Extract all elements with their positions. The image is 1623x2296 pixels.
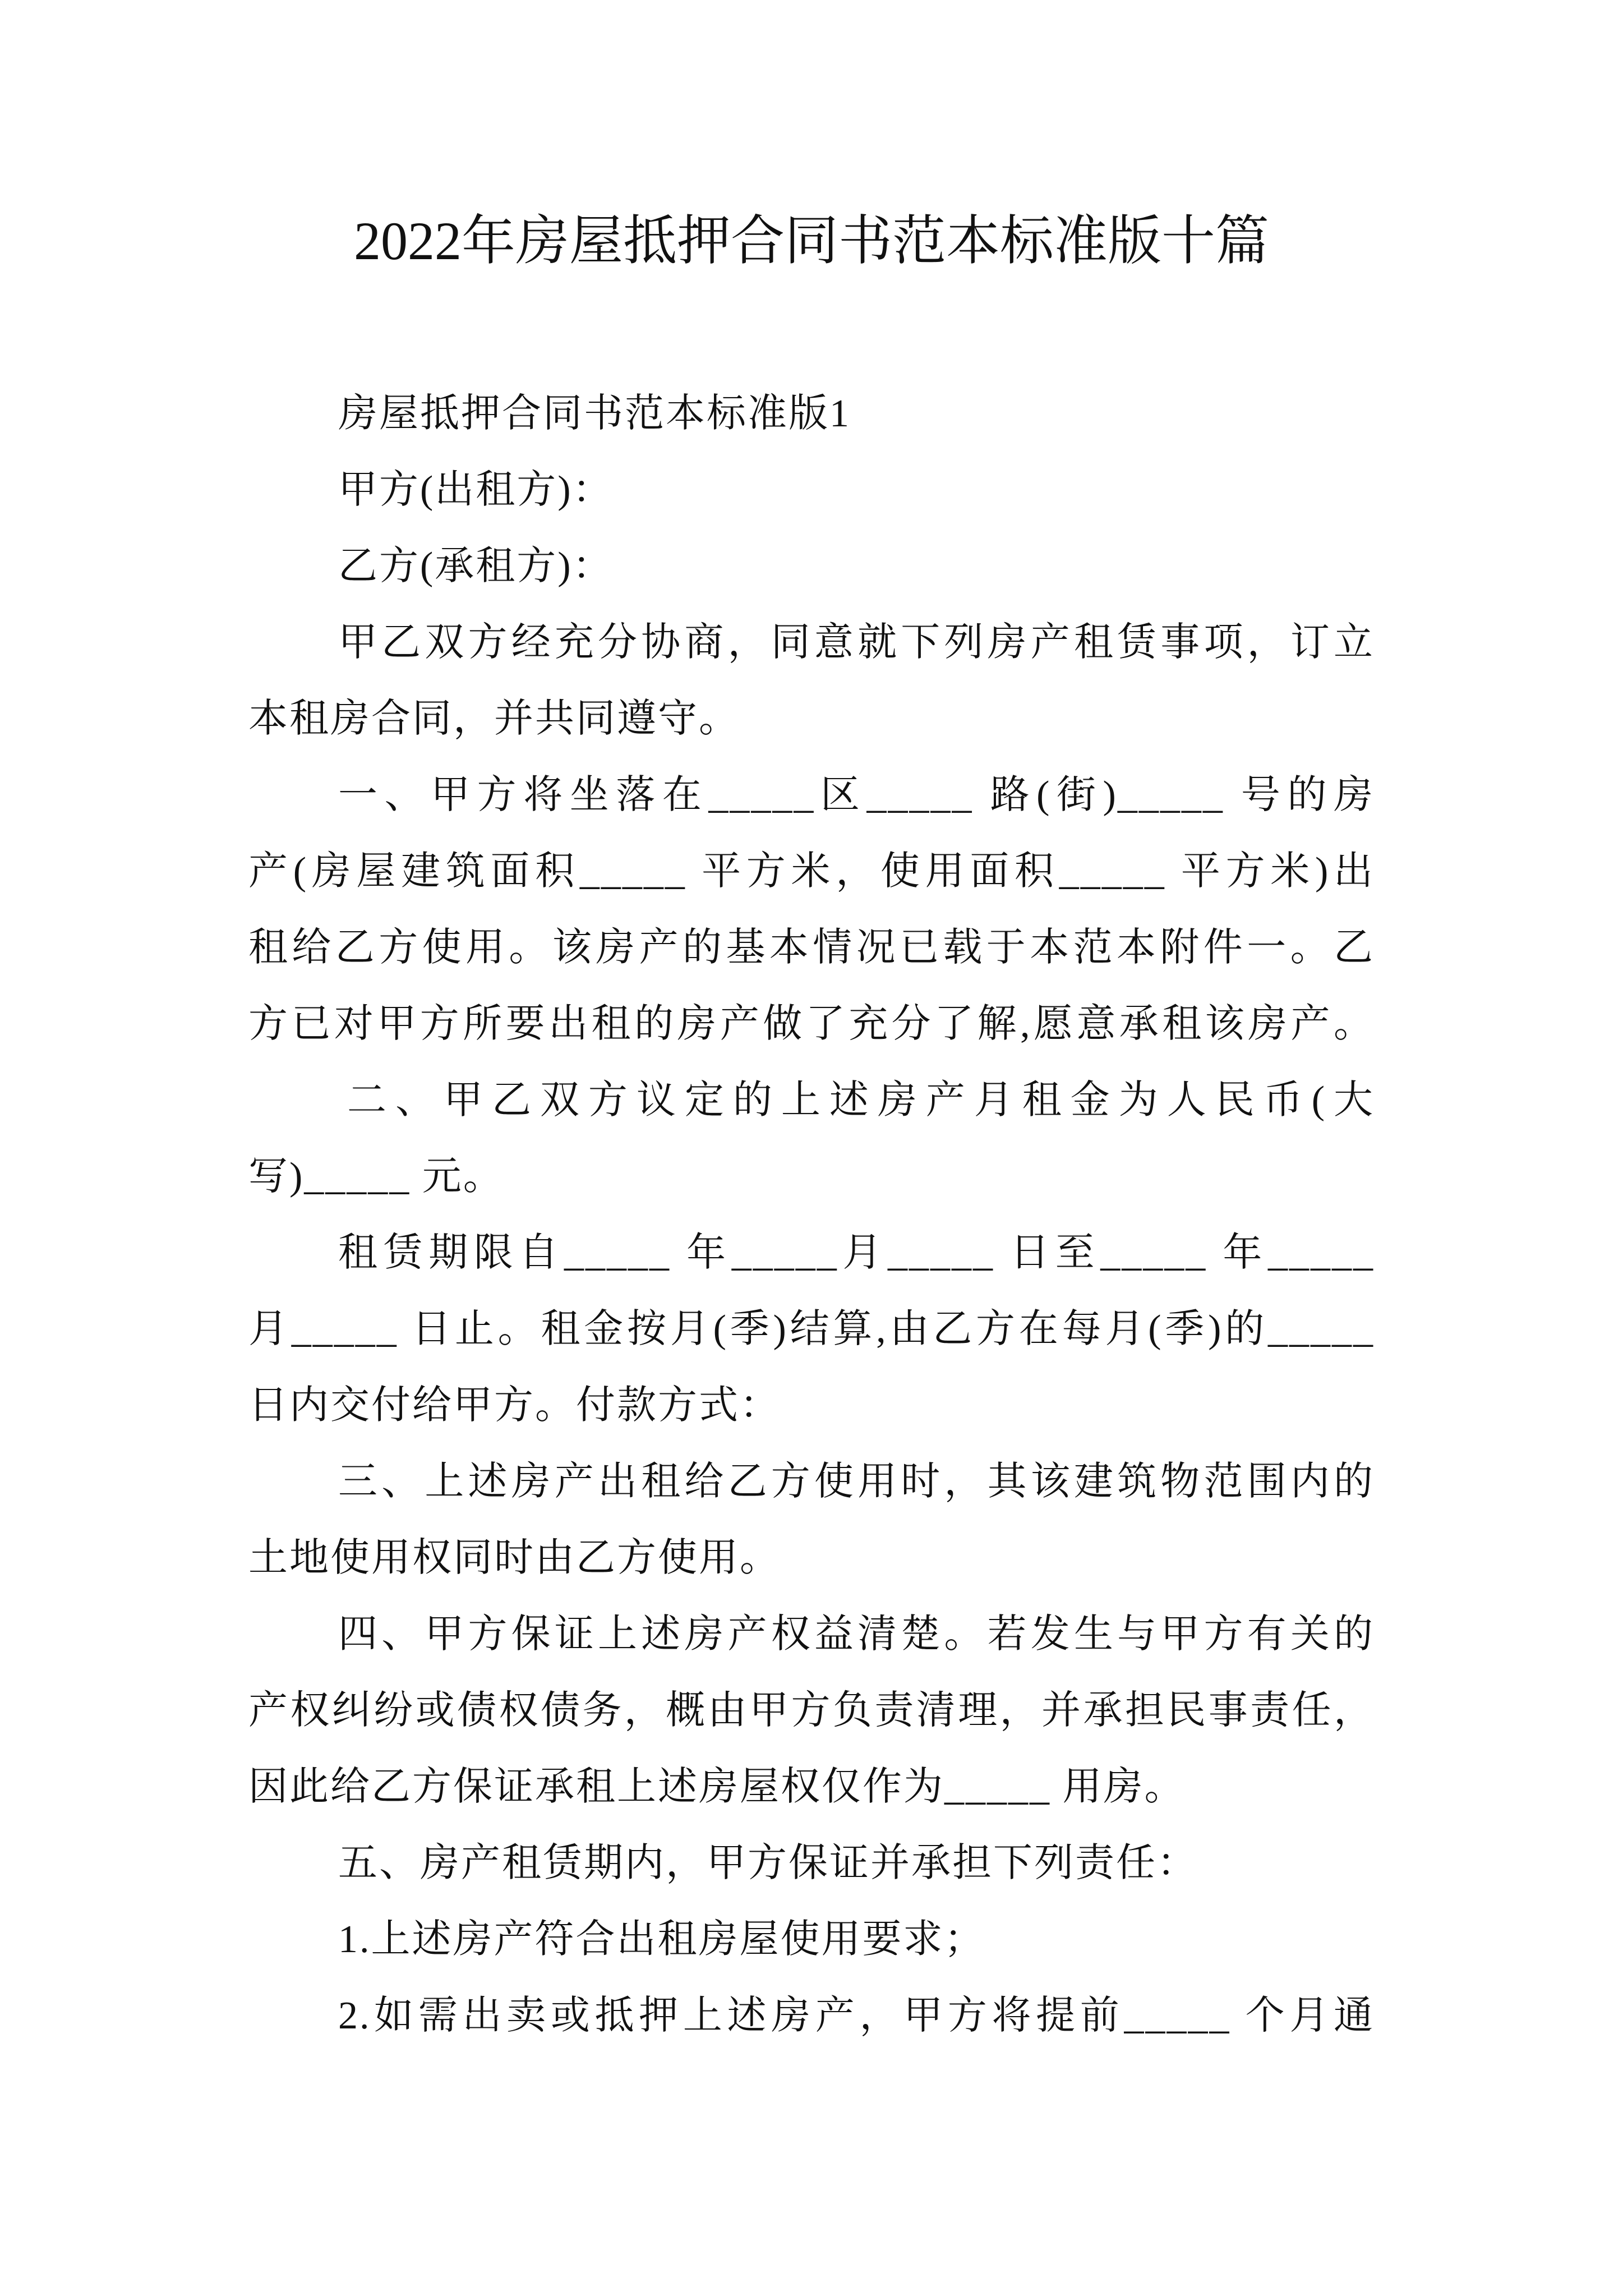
text-line: 本租房合同，并共同遵守。 bbox=[248, 697, 740, 740]
clause-2-paragraph bbox=[248, 1062, 1375, 1215]
text-line: 因此给乙方保证承租上述房屋权仅作为_____ 用房。 bbox=[248, 1765, 1186, 1809]
text-line: 写)_____ 元。 bbox=[248, 1155, 504, 1198]
text-line: 房屋抵押合同书范本标准版1 bbox=[338, 392, 851, 435]
document-body bbox=[248, 376, 1375, 2054]
text-line: 2.如需出卖或抵押上述房产，甲方将提前_____ 个月通 bbox=[338, 1994, 1375, 2037]
text-line: 租赁期限自_____ 年_____月_____ 日至_____ 年_____ bbox=[338, 1231, 1375, 1274]
document-title: 2022年房屋抵押合同书范本标准版十篇 bbox=[354, 211, 1269, 271]
clause-5-item-2 bbox=[248, 1978, 1375, 2054]
preamble-paragraph bbox=[248, 605, 1375, 757]
section-heading bbox=[248, 376, 1375, 452]
text-line: 五、房产租赁期内，甲方保证并承担下列责任： bbox=[338, 1842, 1198, 1885]
party-a-line bbox=[248, 452, 1375, 528]
text-line: 一、甲方将坐落在_____区_____ 路(街)_____ 号的房 bbox=[338, 774, 1375, 817]
clause-5-paragraph bbox=[248, 1825, 1375, 1902]
text-line: 租给乙方使用。该房产的基本情况已载于本范本附件一。乙 bbox=[248, 926, 1375, 969]
text-line: 甲方(出租方)： bbox=[338, 468, 614, 512]
text-line: 1.上述房产符合出租房屋使用要求； bbox=[338, 1918, 985, 1961]
text-line: 乙方(承租方)： bbox=[338, 545, 614, 588]
text-line: 产权纠纷或债权债务，概由甲方负责清理，并承担民事责任， bbox=[248, 1689, 1375, 1732]
text-line: 产(房屋建筑面积_____ 平方米，使用面积_____ 平方米)出 bbox=[248, 850, 1375, 893]
party-b-line bbox=[248, 528, 1375, 605]
clause-4-paragraph bbox=[248, 1596, 1375, 1825]
text-line: 方已对甲方所要出租的房产做了充分了解,愿意承租该房产。 bbox=[248, 1002, 1375, 1046]
lease-term-paragraph bbox=[248, 1215, 1375, 1444]
clause-1-paragraph bbox=[248, 757, 1375, 1062]
text-line: 甲乙双方经充分协商，同意就下列房产租赁事项，订立 bbox=[338, 621, 1375, 664]
text-line: 二、甲乙双方议定的上述房产月租金为人民币(大 bbox=[347, 1079, 1375, 1122]
text-line: 月_____ 日止。租金按月(季)结算,由乙方在每月(季)的_____ bbox=[248, 1308, 1375, 1351]
text-line: 四、甲方保证上述房产权益清楚。若发生与甲方有关的 bbox=[338, 1613, 1375, 1656]
text-line: 日内交付给甲方。付款方式： bbox=[248, 1384, 781, 1427]
clause-5-item-1 bbox=[248, 1902, 1375, 1978]
text-line: 三、上述房产出租给乙方使用时，其该建筑物范围内的 bbox=[338, 1460, 1375, 1503]
text-line: 土地使用权同时由乙方使用。 bbox=[248, 1536, 781, 1580]
clause-3-paragraph bbox=[248, 1444, 1375, 1596]
